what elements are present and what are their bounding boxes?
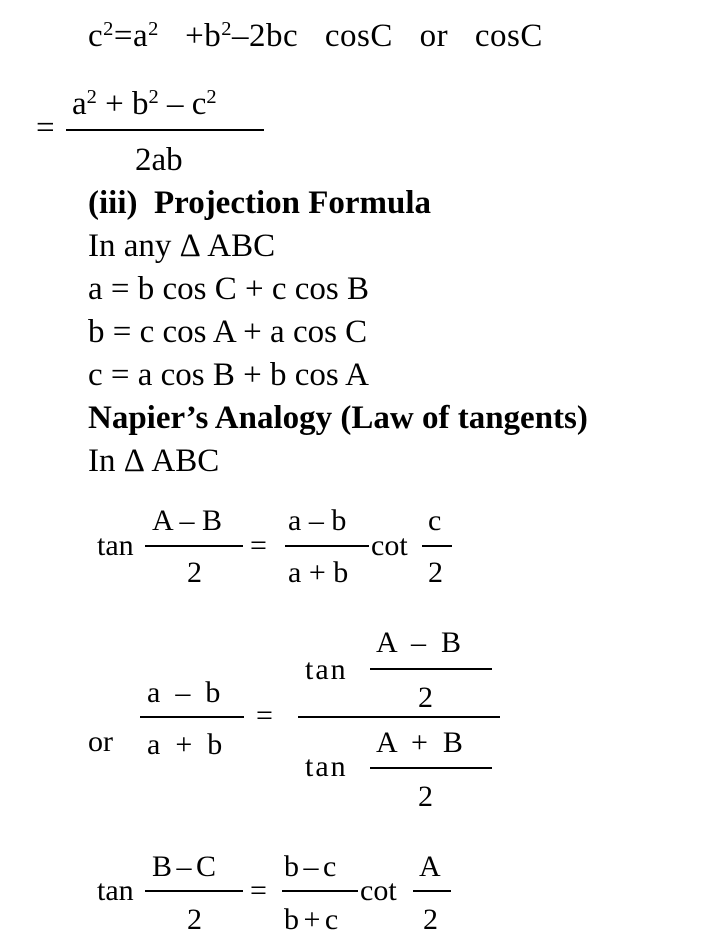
napier-heading: Napier’s Analogy (Law of tangents) <box>88 400 588 436</box>
projection-intro: In any Δ ABC <box>88 228 276 264</box>
f1-den3: 2 <box>428 556 443 589</box>
var-c: c <box>88 18 104 54</box>
eq-a: =a <box>113 18 149 54</box>
f1-num2: a – b <box>288 504 347 537</box>
exp: 2 <box>103 17 114 40</box>
f2-top-bar <box>370 668 492 670</box>
f2-top-num: A – B <box>376 626 462 659</box>
f2-main-bar <box>298 716 500 718</box>
f3-bar3 <box>413 890 451 892</box>
f3-den2: b + c <box>284 903 339 936</box>
f2-bot-num: A + B <box>376 726 463 759</box>
projection-formula-b: b = c cos A + a cos C <box>88 314 368 350</box>
projection-formula-c: c = a cos B + b cos A <box>88 357 370 393</box>
f1-den1: 2 <box>187 556 202 589</box>
projection-formula-a: a = b cos C + c cos B <box>88 271 370 307</box>
f1-bar1 <box>145 545 243 547</box>
f1-tan: tan <box>97 529 134 562</box>
f1-bar2 <box>285 545 369 547</box>
num-a: a <box>72 86 87 122</box>
f3-den1: 2 <box>187 903 202 936</box>
projection-heading: (iii) Projection Formula <box>88 185 432 221</box>
f1-num1: A – B <box>152 504 223 537</box>
exp: 2 <box>148 17 159 40</box>
f3-eq: = <box>250 874 267 907</box>
cosine-rule-line <box>88 17 543 54</box>
exp: 2 <box>206 85 217 108</box>
cosine-numerator <box>72 85 217 122</box>
exp: 2 <box>221 17 232 40</box>
f3-num3: A <box>419 850 441 883</box>
f3-cot: cot <box>360 874 397 907</box>
cosine-eq-sign: = <box>36 110 55 146</box>
f2-bot-den: 2 <box>418 780 433 813</box>
f1-num3: c <box>428 504 442 537</box>
f2-tan-bot: tan <box>305 750 348 783</box>
f1-den2: a + b <box>288 556 349 589</box>
f2-eq: = <box>256 699 273 732</box>
f2-top-den: 2 <box>418 681 433 714</box>
f1-eq: = <box>250 529 267 562</box>
f3-den3: 2 <box>423 903 438 936</box>
f2-num: a – b <box>147 676 221 709</box>
num-minus-c: – c <box>158 86 207 122</box>
f2-tan-top: tan <box>305 653 348 686</box>
f2-or: or <box>88 725 113 758</box>
cosine-denominator: 2ab <box>135 142 183 178</box>
exp: 2 <box>86 85 97 108</box>
num-plus-b: + b <box>96 86 149 122</box>
rest-of-line: –2bc cosC or cosC <box>231 18 543 54</box>
f2-bot-bar <box>370 767 492 769</box>
exp: 2 <box>148 85 159 108</box>
f3-bar1 <box>145 890 243 892</box>
napier-intro: In Δ ABC <box>88 443 220 479</box>
f1-cot: cot <box>371 529 408 562</box>
f3-tan: tan <box>97 874 134 907</box>
f3-num1: B – C <box>152 850 217 883</box>
f2-den: a + b <box>147 728 223 761</box>
f3-bar2 <box>282 890 358 892</box>
fraction-bar <box>66 129 264 131</box>
f3-num2: b – c <box>284 850 337 883</box>
f2-bar-left <box>140 716 244 718</box>
plus-b: +b <box>185 18 222 54</box>
f1-bar3 <box>422 545 452 547</box>
